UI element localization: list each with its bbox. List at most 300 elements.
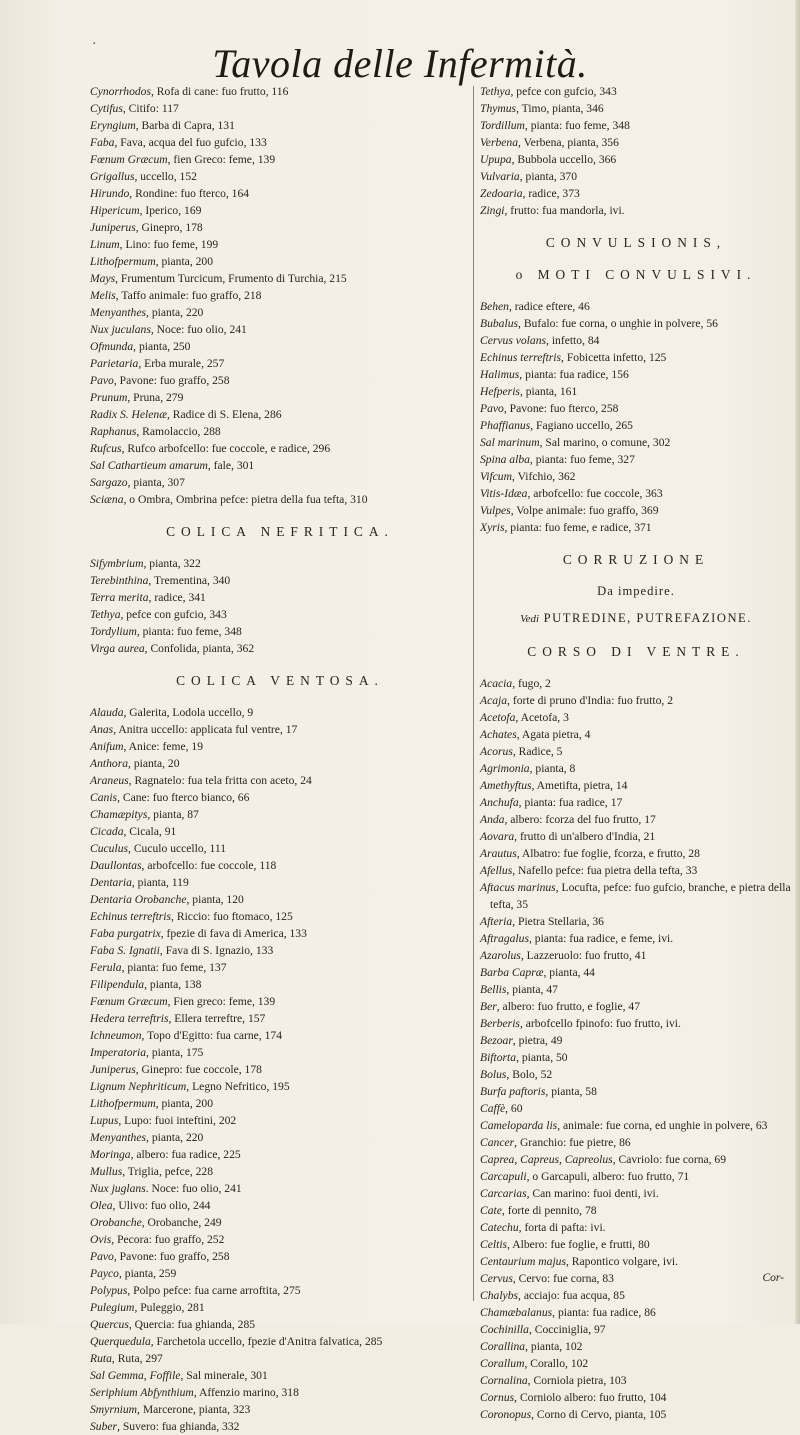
entry-text: , albero: fua radice, 225 bbox=[130, 1148, 241, 1161]
entry-term: Bolus bbox=[480, 1068, 507, 1081]
index-entry bbox=[480, 134, 792, 151]
cross-reference bbox=[480, 610, 792, 628]
index-entry bbox=[480, 1032, 792, 1049]
entry-term: Afellus bbox=[480, 864, 513, 877]
entry-term: Echinus terreftris bbox=[480, 351, 562, 364]
entry-term: Raphanus bbox=[90, 425, 137, 438]
entry-text: , pietra, 49 bbox=[512, 1034, 563, 1047]
entry-text: , pianta, 138 bbox=[144, 978, 202, 991]
entry-text: , Ramolaccio, 288 bbox=[136, 425, 221, 438]
entry-text: , Riccio: fuo ftomaco, 125 bbox=[171, 910, 293, 923]
index-entry bbox=[90, 304, 470, 321]
entry-text: , Acetofa, 3 bbox=[515, 711, 569, 724]
index-entry bbox=[90, 840, 470, 857]
index-entry bbox=[90, 1146, 470, 1163]
entry-text: , arbofcello: fue coccole, 118 bbox=[141, 859, 277, 872]
entry-text: , Agata pietra, 4 bbox=[516, 728, 591, 741]
index-entry bbox=[480, 400, 792, 417]
entry-text: , pianta, 58 bbox=[545, 1085, 597, 1098]
index-entry bbox=[480, 1066, 792, 1083]
entry-text: , Ulivo: fuo olio, 244 bbox=[112, 1199, 211, 1212]
index-entry bbox=[480, 332, 792, 349]
index-entry bbox=[90, 1163, 470, 1180]
entry-term: Moringa bbox=[90, 1148, 131, 1161]
index-entry bbox=[480, 777, 792, 794]
entry-term: Eryngium bbox=[90, 119, 136, 132]
entry-text: , Frumentum Turcicum, Frumento di Turchia, 215 bbox=[115, 272, 347, 285]
index-entry bbox=[90, 202, 470, 219]
entry-text: , pianta, 200 bbox=[155, 255, 214, 268]
entry-term: Quercus bbox=[90, 1318, 129, 1331]
entry-text: , Rondine: fuo fterco, 164 bbox=[129, 187, 250, 200]
entry-term: Acaja bbox=[480, 694, 508, 707]
section-heading: CONVULSIONIS, bbox=[545, 235, 727, 250]
index-entry bbox=[480, 100, 792, 117]
index-entry bbox=[480, 879, 792, 913]
entry-text: , Cocciniglia, 97 bbox=[528, 1323, 606, 1336]
index-entry bbox=[480, 202, 792, 219]
entry-text: , Fien greco: feme, 139 bbox=[167, 995, 276, 1008]
index-entry bbox=[480, 502, 792, 519]
entry-text: , pianta, 250 bbox=[133, 340, 191, 353]
index-entry bbox=[90, 976, 470, 993]
entry-text: , Corniola pietra, 103 bbox=[527, 1374, 627, 1387]
entry-term: Xyris bbox=[480, 521, 505, 534]
index-entry bbox=[480, 151, 792, 168]
index-entry bbox=[480, 83, 792, 100]
entry-term: Vulpes bbox=[480, 504, 511, 517]
entry-term: Ruta bbox=[90, 1352, 112, 1365]
entry-term: Cicada bbox=[90, 825, 124, 838]
index-entry bbox=[90, 219, 470, 236]
entry-term: Acacia bbox=[480, 677, 513, 690]
index-entry bbox=[480, 1338, 792, 1355]
entry-text: , Marcerone, pianta, 323 bbox=[137, 1403, 251, 1416]
entry-term: Acorus bbox=[480, 745, 513, 758]
entry-term: Daullontas bbox=[90, 859, 142, 872]
entry-term: Virga aurea bbox=[90, 642, 145, 655]
index-entry bbox=[90, 942, 470, 959]
entry-term: Vulvaria bbox=[480, 170, 520, 183]
index-entry bbox=[90, 491, 470, 508]
entry-term: Amethyftus bbox=[480, 779, 532, 792]
entry-text: , Fava, acqua del fuo gufcio, 133 bbox=[114, 136, 267, 149]
entry-text: , Suvero: fua ghianda, 332 bbox=[117, 1420, 240, 1433]
entry-term: Terra merita bbox=[90, 591, 149, 604]
entry-text: , pianta, 87 bbox=[147, 808, 199, 821]
entry-text: , pianta: fua radice, 156 bbox=[519, 368, 629, 381]
entry-term: Ferula bbox=[90, 961, 122, 974]
index-entry bbox=[90, 372, 470, 389]
entry-term: Aftacus marinus bbox=[480, 881, 556, 894]
index-entry bbox=[480, 1304, 792, 1321]
entry-term: Querquedula bbox=[90, 1335, 151, 1348]
entry-text: , o Ombra, Ombrina pefce: pietra della fua tefta, 310 bbox=[123, 493, 368, 506]
index-entry bbox=[90, 1282, 470, 1299]
index-entry bbox=[90, 772, 470, 789]
see-label: Vedi bbox=[520, 613, 540, 625]
entry-term: Cate bbox=[480, 1204, 502, 1217]
entry-text: , infetto, 84 bbox=[546, 334, 600, 347]
entry-term: Olea bbox=[90, 1199, 113, 1212]
entry-term: Acetofa bbox=[480, 711, 516, 724]
entry-text: , Iperico, 169 bbox=[139, 204, 202, 217]
entry-term: Linum bbox=[90, 238, 120, 251]
entry-term: Faba S. Ignatii bbox=[90, 944, 160, 957]
index-entry bbox=[480, 1015, 792, 1032]
entry-term: Sifymbrium bbox=[90, 557, 144, 570]
index-entry bbox=[480, 1134, 792, 1151]
entry-term: Polypus bbox=[90, 1284, 128, 1297]
index-entry bbox=[90, 1401, 470, 1418]
entry-text: , albero: fcorza del fuo frutto, 17 bbox=[504, 813, 656, 826]
index-entry bbox=[480, 451, 792, 468]
entry-term: Orobanche bbox=[90, 1216, 142, 1229]
entry-term: Dentaria Orobanche bbox=[90, 893, 187, 906]
index-entry bbox=[90, 555, 470, 572]
entry-text: , pianta, 47 bbox=[506, 983, 558, 996]
entry-text: , fugo, 2 bbox=[512, 677, 551, 690]
entry-term: Azarolus bbox=[480, 949, 521, 962]
entry-term: Fœnum Græcum bbox=[90, 995, 168, 1008]
index-entry bbox=[90, 1231, 470, 1248]
entry-text: , radice eftere, 46 bbox=[508, 300, 590, 313]
entry-text: , Pavone: fuo graffo, 258 bbox=[113, 374, 230, 387]
entry-term: Berberis bbox=[480, 1017, 520, 1030]
entry-text: , albero: fuo frutto, e foglie, 47 bbox=[496, 1000, 641, 1013]
entry-term: Barba Capræ bbox=[480, 966, 544, 979]
catchword: Cor- bbox=[762, 1272, 784, 1284]
entry-term: Catechu bbox=[480, 1221, 519, 1234]
index-entry bbox=[480, 1236, 792, 1253]
right-column bbox=[480, 83, 792, 1423]
entry-text: , Orobanche, 249 bbox=[141, 1216, 222, 1229]
entry-term: Corallina bbox=[480, 1340, 526, 1353]
index-entry bbox=[480, 117, 792, 134]
entry-term: Pulegium bbox=[90, 1301, 135, 1314]
entry-text: , pianta, 102 bbox=[525, 1340, 583, 1353]
entry-term: Cervus volans bbox=[480, 334, 547, 347]
entry-text: , Pruna, 279 bbox=[127, 391, 184, 404]
index-entry bbox=[480, 675, 792, 692]
entry-term: Cornalina bbox=[480, 1374, 528, 1387]
section-heading: o MOTI CONVULSIVI. bbox=[515, 267, 757, 282]
entry-term: Canis bbox=[90, 791, 118, 804]
index-entry bbox=[90, 823, 470, 840]
entry-term: Pavo bbox=[90, 374, 114, 387]
index-entry bbox=[90, 1129, 470, 1146]
index-entry bbox=[480, 1202, 792, 1219]
entry-text: , Anitra uccello: applicata ful ventre, 17 bbox=[113, 723, 298, 736]
entry-text: , Fagiano uccello, 265 bbox=[530, 419, 633, 432]
entry-text: , Ragnatelo: fua tela fritta con aceto, 24 bbox=[128, 774, 312, 787]
entry-term: Imperatoria bbox=[90, 1046, 147, 1059]
entry-text: , pianta, 220 bbox=[146, 306, 204, 319]
entry-term: Cuculus bbox=[90, 842, 129, 855]
entry-term: Aovara bbox=[480, 830, 515, 843]
entry-term: Anda bbox=[480, 813, 505, 826]
entry-text: , Puleggio, 281 bbox=[134, 1301, 205, 1314]
entry-text: , pianta, 8 bbox=[529, 762, 576, 775]
entry-text: , Affenzio marino, 318 bbox=[193, 1386, 299, 1399]
entry-term: Pavo bbox=[480, 402, 504, 415]
index-entry bbox=[90, 236, 470, 253]
entry-text: , Galerita, Lodola uccello, 9 bbox=[123, 706, 254, 719]
entry-text: , Quercia: fua ghianda, 285 bbox=[128, 1318, 256, 1331]
index-entry bbox=[90, 959, 470, 976]
entry-term: Menyanthes bbox=[90, 1131, 147, 1144]
index-entry bbox=[90, 117, 470, 134]
entry-text: , Timo, pianta, 346 bbox=[516, 102, 604, 115]
entry-term: Ber bbox=[480, 1000, 497, 1013]
entry-term: Arautus bbox=[480, 847, 517, 860]
entry-text: , Lazzeruolo: fuo frutto, 41 bbox=[520, 949, 647, 962]
entry-text: , o Garcapuli, albero: fuo frutto, 71 bbox=[526, 1170, 690, 1183]
entry-text: , pianta: fuo feme, e radice, 371 bbox=[504, 521, 652, 534]
entry-term: Tethya bbox=[480, 85, 511, 98]
section-heading: CORRUZIONE bbox=[562, 552, 710, 567]
index-entry bbox=[90, 151, 470, 168]
entry-text: , Corallo, 102 bbox=[524, 1357, 589, 1370]
index-entry bbox=[90, 1350, 470, 1367]
entry-term: Anchufa bbox=[480, 796, 519, 809]
entry-text: , arbofcello fpinofo: fuo frutto, ivi. bbox=[519, 1017, 681, 1030]
index-entry bbox=[90, 738, 470, 755]
entry-term: Smyrnium bbox=[90, 1403, 138, 1416]
entry-text: , acciajo: fua acqua, 85 bbox=[518, 1289, 625, 1302]
entry-text: , Cavriolo: fue corna, 69 bbox=[612, 1153, 727, 1166]
entry-term: Sciæna bbox=[90, 493, 124, 506]
index-entry bbox=[480, 168, 792, 185]
index-entry bbox=[90, 1027, 470, 1044]
index-entry bbox=[480, 1287, 792, 1304]
entry-text: , Sal marino, o comune, 302 bbox=[539, 436, 671, 449]
index-entry bbox=[90, 100, 470, 117]
entry-text: , Locufta, pefce: fuo gufcio, branche, e pietra della tefta, 35 bbox=[490, 881, 791, 911]
entry-term: Zingi bbox=[480, 204, 505, 217]
index-entry bbox=[90, 338, 470, 355]
entry-term: Carcapuli bbox=[480, 1170, 527, 1183]
entry-term: Tordillum bbox=[480, 119, 525, 132]
index-entry bbox=[90, 606, 470, 623]
entry-text: , Lino: fuo feme, 199 bbox=[119, 238, 219, 251]
entry-term: Cynorrhodos bbox=[90, 85, 151, 98]
index-entry bbox=[480, 1049, 792, 1066]
index-entry bbox=[480, 1389, 792, 1406]
entry-term: Nux juculans bbox=[90, 323, 151, 336]
entry-term: Celtis bbox=[480, 1238, 508, 1251]
index-entry bbox=[90, 457, 470, 474]
entry-term: Juniperus bbox=[90, 221, 136, 234]
entry-term: Menyanthes bbox=[90, 306, 147, 319]
page-title: Tavola delle Infermità. bbox=[212, 41, 588, 86]
index-entry bbox=[480, 862, 792, 879]
entry-term: Rufcus bbox=[90, 442, 122, 455]
entry-term: Anas bbox=[90, 723, 114, 736]
entry-text: , pefce con gufcio, 343 bbox=[510, 85, 617, 98]
index-entry bbox=[90, 168, 470, 185]
index-entry bbox=[90, 589, 470, 606]
entry-term: Echinus terreftris bbox=[90, 910, 172, 923]
entry-text: , pianta: fua radice, 86 bbox=[552, 1306, 656, 1319]
entry-text: , Noce: fuo olio, 241 bbox=[150, 323, 247, 336]
entry-text: . Noce: fuo olio, 241 bbox=[145, 1182, 242, 1195]
entry-text: , Barba di Capra, 131 bbox=[135, 119, 235, 132]
entry-text: , pianta: fuo feme, 327 bbox=[529, 453, 635, 466]
index-entry bbox=[90, 623, 470, 640]
entry-term: Sargazo bbox=[90, 476, 128, 489]
index-entry bbox=[480, 519, 792, 536]
corner-mark: · bbox=[92, 36, 97, 52]
entry-text: , forte di pruno d'India: fuo frutto, 2 bbox=[507, 694, 674, 707]
entry-term: Cervus bbox=[480, 1272, 513, 1285]
entry-term: Bubalus bbox=[480, 317, 519, 330]
entry-text: , radice, 341 bbox=[148, 591, 206, 604]
entry-text: , forta di pafta: ivi. bbox=[518, 1221, 606, 1234]
entry-term: Faba bbox=[90, 136, 115, 149]
index-entry bbox=[90, 1044, 470, 1061]
entry-term: Araneus bbox=[90, 774, 129, 787]
entry-term: Tordylium bbox=[90, 625, 137, 638]
entry-term: Tethya bbox=[90, 608, 121, 621]
index-entry bbox=[480, 383, 792, 400]
entry-term: Carcarias bbox=[480, 1187, 527, 1200]
entry-text: , pianta: fua radice, e feme, ivi. bbox=[528, 932, 674, 945]
entry-text: , pianta: fuo feme, 348 bbox=[524, 119, 630, 132]
index-entry bbox=[90, 993, 470, 1010]
entry-term: Faba purgatrix bbox=[90, 927, 161, 940]
entry-text: , Fobicetta infetto, 125 bbox=[561, 351, 667, 364]
entry-term: Mays bbox=[90, 272, 116, 285]
index-entry bbox=[90, 640, 470, 657]
entry-text: , Trementina, 340 bbox=[148, 574, 231, 587]
entry-term: Spina alba bbox=[480, 453, 530, 466]
index-entry bbox=[90, 721, 470, 738]
entry-term: Anthora bbox=[90, 757, 129, 770]
entry-text: , forte di pennito, 78 bbox=[501, 1204, 597, 1217]
entry-term: Halimus bbox=[480, 368, 520, 381]
index-entry bbox=[480, 468, 792, 485]
index-entry bbox=[90, 440, 470, 457]
entry-term: Vitis-Idæa bbox=[480, 487, 528, 500]
entry-term: Grigallus bbox=[90, 170, 135, 183]
entry-text: , pianta, 175 bbox=[146, 1046, 204, 1059]
index-entry bbox=[90, 321, 470, 338]
entry-text: , pianta, 20 bbox=[128, 757, 180, 770]
index-entry bbox=[480, 1151, 792, 1168]
entry-term: Behen bbox=[480, 300, 509, 313]
index-entry bbox=[90, 908, 470, 925]
entry-term: Corallum bbox=[480, 1357, 525, 1370]
entry-text: , Confolida, pianta, 362 bbox=[144, 642, 255, 655]
entry-term: Hirundo bbox=[90, 187, 130, 200]
entry-text: , Cuculo uccello, 111 bbox=[128, 842, 227, 855]
entry-term: Hefperis bbox=[480, 385, 520, 398]
entry-text: , Ametifta, pietra, 14 bbox=[531, 779, 628, 792]
index-entry bbox=[480, 964, 792, 981]
index-entry bbox=[90, 1265, 470, 1282]
entry-text: , pianta, 322 bbox=[143, 557, 201, 570]
entry-term: Hedera terreftris bbox=[90, 1012, 169, 1025]
entry-term: Chamæpitys bbox=[90, 808, 148, 821]
entry-text: , Erba murale, 257 bbox=[138, 357, 225, 370]
index-entry bbox=[90, 1095, 470, 1112]
index-entry bbox=[90, 1214, 470, 1231]
index-entry bbox=[90, 1384, 470, 1401]
entry-term: Achates bbox=[480, 728, 517, 741]
entry-text: , pianta, 220 bbox=[146, 1131, 204, 1144]
entry-text: , pianta, 119 bbox=[131, 876, 189, 889]
entry-term: Zedoaria bbox=[480, 187, 523, 200]
entry-text: , fale, 301 bbox=[207, 459, 255, 472]
page-edge bbox=[795, 0, 800, 1324]
entry-term: Cornus bbox=[480, 1391, 515, 1404]
entry-term: Fœnum Græcum bbox=[90, 153, 168, 166]
index-entry bbox=[480, 1355, 792, 1372]
entry-term: Pavo bbox=[90, 1250, 114, 1263]
index-entry bbox=[480, 485, 792, 502]
index-entry bbox=[90, 134, 470, 151]
index-entry bbox=[480, 913, 792, 930]
index-entry bbox=[480, 366, 792, 383]
entry-term: Verbena bbox=[480, 136, 518, 149]
entry-text: , frutto: fua mandorla, ivi. bbox=[504, 204, 625, 217]
index-entry bbox=[90, 1197, 470, 1214]
entry-term: Aftragalus bbox=[480, 932, 529, 945]
index-entry bbox=[90, 1367, 470, 1384]
entry-text: , Albatro: fue foglie, fcorza, e frutto, 28 bbox=[516, 847, 700, 860]
entry-text: , Topo d'Egitto: fua carne, 174 bbox=[141, 1029, 282, 1042]
index-entry bbox=[480, 1083, 792, 1100]
entry-text: , Bolo, 52 bbox=[506, 1068, 553, 1081]
index-entry bbox=[90, 406, 470, 423]
index-entry bbox=[480, 1100, 792, 1117]
entry-term: Centaurium majus bbox=[480, 1255, 566, 1268]
entry-text: , Pavone: fuo graffo, 258 bbox=[113, 1250, 230, 1263]
index-entry bbox=[480, 760, 792, 777]
entry-text: , Ginepro: fue coccole, 178 bbox=[135, 1063, 262, 1076]
index-entry bbox=[90, 253, 470, 270]
entry-term: Agrimonia bbox=[480, 762, 530, 775]
entry-term: Cameloparda lis bbox=[480, 1119, 558, 1132]
entry-text: , Volpe animale: fuo graffo, 369 bbox=[510, 504, 659, 517]
index-entry bbox=[480, 1185, 792, 1202]
left-column bbox=[90, 83, 470, 1435]
entry-text: , pianta: fua radice, 17 bbox=[518, 796, 623, 809]
entry-text: , pianta, 370 bbox=[519, 170, 578, 183]
entry-term: Sal marinum bbox=[480, 436, 540, 449]
entry-text: , pianta, 161 bbox=[519, 385, 578, 398]
index-entry bbox=[480, 434, 792, 451]
section-heading: COLICA VENTOSA. bbox=[176, 673, 384, 688]
index-entry bbox=[90, 1061, 470, 1078]
entry-text: , Corniolo albero: fuo frutto, 104 bbox=[514, 1391, 667, 1404]
index-entry bbox=[480, 709, 792, 726]
entry-term: Suber bbox=[90, 1420, 118, 1433]
entry-text: , Pecora: fuo graffo, 252 bbox=[111, 1233, 225, 1246]
entry-term: Vifcum bbox=[480, 470, 512, 483]
entry-text: , pianta, 44 bbox=[543, 966, 595, 979]
entry-text: , Rapontico volgare, ivi. bbox=[566, 1255, 679, 1268]
index-entry bbox=[480, 811, 792, 828]
entry-term: Caprea, Capreus, Capreolus bbox=[480, 1153, 613, 1166]
entry-text: , Sal minerale, 301 bbox=[180, 1369, 268, 1382]
entry-term: Nux juglans bbox=[90, 1182, 146, 1195]
index-entry bbox=[480, 692, 792, 709]
index-entry bbox=[90, 1112, 470, 1129]
entry-text: , Can marino: fuoi denti, ivi. bbox=[526, 1187, 659, 1200]
entry-text: , Radice di S. Elena, 286 bbox=[166, 408, 282, 421]
